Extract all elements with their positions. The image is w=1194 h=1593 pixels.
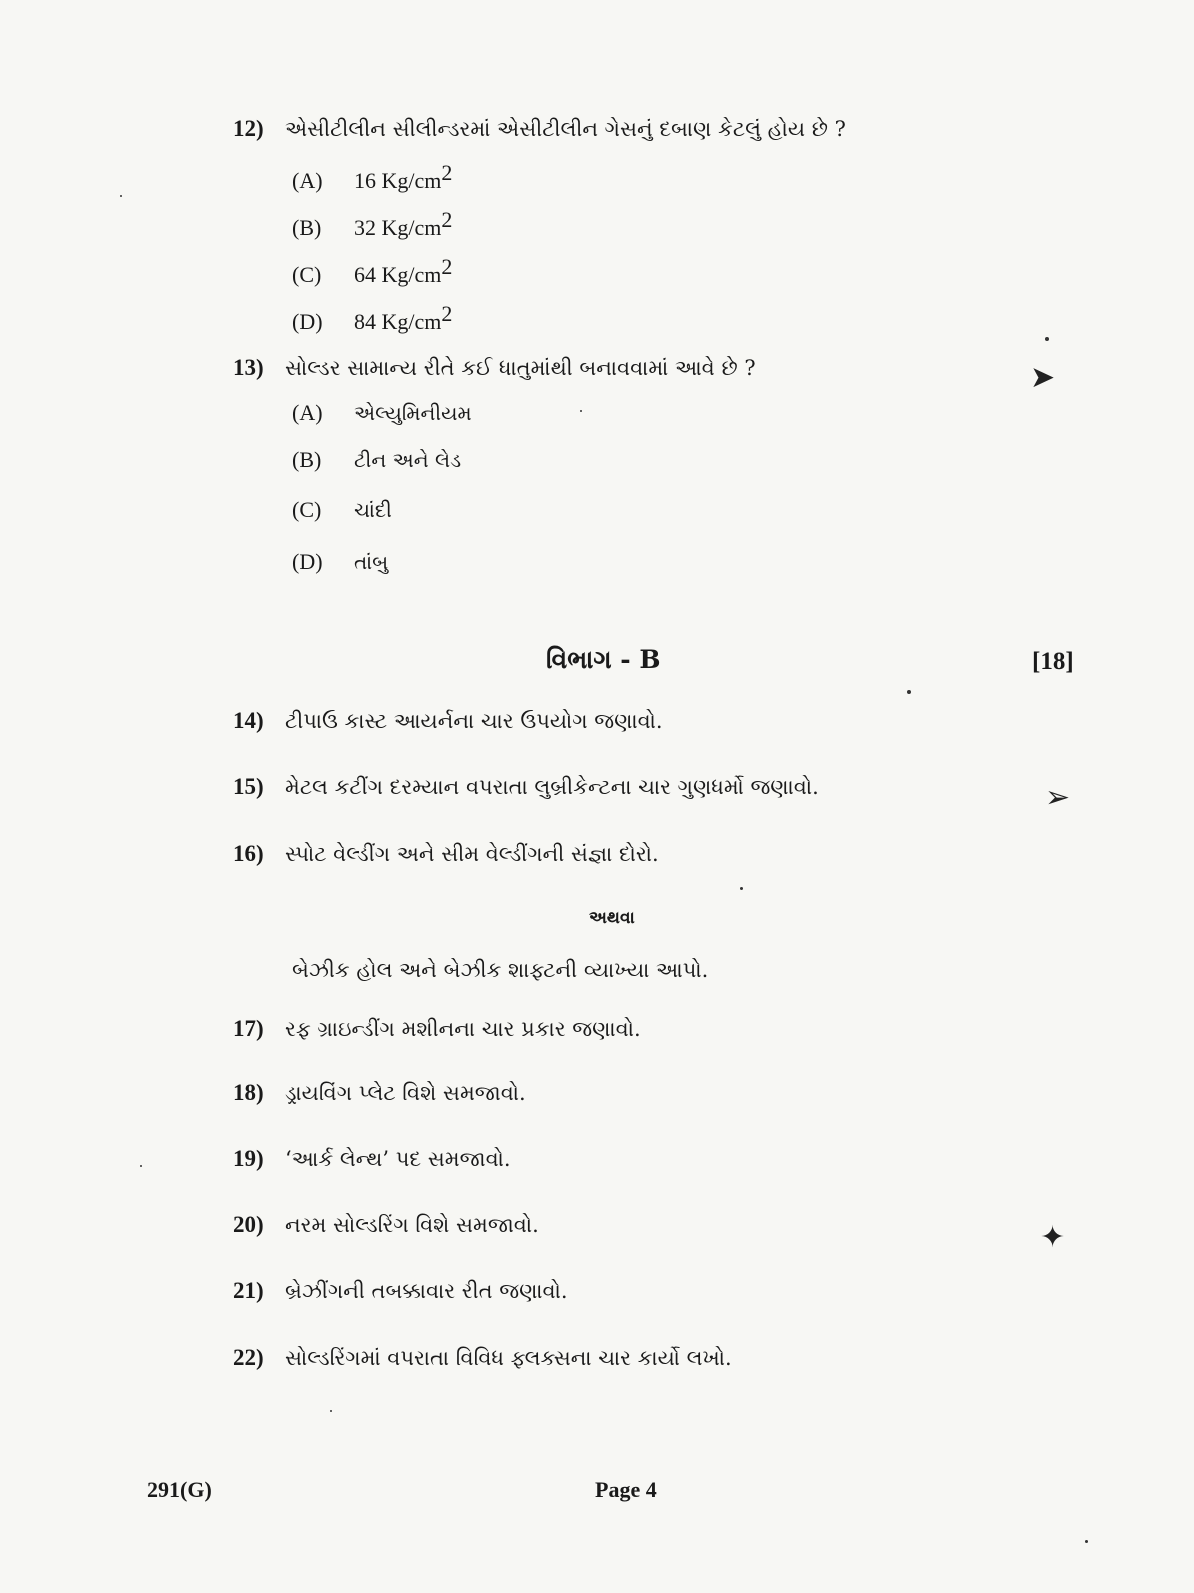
question-number: 17) bbox=[233, 1016, 264, 1041]
option-superscript: 2 bbox=[441, 301, 453, 326]
question-21 bbox=[233, 1278, 568, 1304]
footer-paper-code: 291(G) bbox=[147, 1477, 212, 1502]
question-number: 20) bbox=[233, 1212, 264, 1237]
option-superscript: 2 bbox=[441, 207, 453, 232]
question-13 bbox=[233, 355, 756, 381]
option-label: (B) bbox=[292, 215, 322, 240]
option-label: (C) bbox=[292, 262, 322, 287]
question-14 bbox=[233, 708, 663, 734]
option-value: 16 Kg/cm bbox=[354, 168, 442, 193]
question-12-option-d bbox=[292, 301, 452, 335]
question-13-option-a bbox=[292, 400, 472, 426]
question-18 bbox=[233, 1080, 526, 1106]
scan-mark-arrow: ➢ bbox=[1045, 780, 1071, 815]
question-number: 13) bbox=[233, 355, 264, 380]
question-17 bbox=[233, 1016, 641, 1042]
scan-mark-arrow: ➤ bbox=[1030, 360, 1056, 395]
option-superscript: 2 bbox=[441, 254, 453, 279]
question-12-option-c bbox=[292, 254, 452, 288]
scan-speck bbox=[1085, 1540, 1088, 1543]
question-text: ટીપાઉ કાસ્ટ આયર્નના ચાર ઉપયોગ જણાવો. bbox=[285, 709, 663, 733]
question-text: ડ્રાયવિંગ પ્લેટ વિશે સમજાવો. bbox=[285, 1081, 526, 1105]
question-number: 12) bbox=[233, 116, 264, 141]
option-label: (A) bbox=[292, 400, 323, 425]
option-value: 32 Kg/cm bbox=[354, 215, 442, 240]
option-label: (A) bbox=[292, 168, 323, 193]
question-text: સોલ્ડર સામાન્ય રીતે કઈ ધાતુમાંથી બનાવવામાં આવે છે ? bbox=[285, 356, 756, 380]
question-13-option-c bbox=[292, 497, 392, 523]
section-b-marks: [18] bbox=[1032, 648, 1074, 675]
option-value: 84 Kg/cm bbox=[354, 309, 442, 334]
section-b-title: વિભાગ - B bbox=[546, 645, 661, 674]
scan-speck bbox=[907, 690, 911, 694]
question-20 bbox=[233, 1212, 539, 1238]
question-number: 21) bbox=[233, 1278, 264, 1303]
question-16 bbox=[233, 841, 659, 867]
option-label: (D) bbox=[292, 549, 323, 574]
question-12 bbox=[233, 116, 846, 142]
or-label: અથવા bbox=[589, 908, 635, 928]
question-22 bbox=[233, 1345, 732, 1371]
question-number: 16) bbox=[233, 841, 264, 866]
scan-speck bbox=[330, 1410, 332, 1412]
option-value: તાંબુ bbox=[354, 550, 389, 574]
question-number: 19) bbox=[233, 1146, 264, 1171]
scan-speck bbox=[120, 195, 122, 197]
scan-speck bbox=[580, 410, 582, 412]
question-number: 18) bbox=[233, 1080, 264, 1105]
question-13-option-d bbox=[292, 549, 388, 575]
question-12-option-b bbox=[292, 207, 452, 241]
question-16-alternative: બેઝીક હોલ અને બેઝીક શાફ્ટની વ્યાખ્યા આપો. bbox=[292, 958, 709, 982]
option-value: એલ્યુમિનીયમ bbox=[354, 401, 472, 425]
question-number: 22) bbox=[233, 1345, 264, 1370]
scan-speck bbox=[740, 887, 743, 890]
question-number: 14) bbox=[233, 708, 264, 733]
question-text: મેટલ કટીંગ દરમ્યાન વપરાતા લુબ્રીકેન્ટના ચાર ગુણધર્મો જણાવો. bbox=[285, 775, 819, 799]
question-text: સોલ્ડરિંગમાં વપરાતા વિવિધ ફ્લક્સના ચાર કાર્યો લખો. bbox=[285, 1346, 732, 1370]
question-13-option-b bbox=[292, 447, 461, 473]
option-value: ટીન અને લેડ bbox=[354, 448, 462, 472]
question-text: ‘આર્ક લેન્થ’ પદ સમજાવો. bbox=[285, 1147, 511, 1171]
option-superscript: 2 bbox=[441, 160, 453, 185]
question-15 bbox=[233, 774, 819, 800]
question-text: સ્પોટ વેલ્ડીંગ અને સીમ વેલ્ડીંગની સંજ્ઞા દોરો. bbox=[285, 842, 659, 866]
scan-speck bbox=[140, 1165, 142, 1167]
question-text: બ્રેઝીંગની તબક્કાવાર રીત જણાવો. bbox=[285, 1279, 568, 1303]
option-label: (B) bbox=[292, 447, 322, 472]
question-19 bbox=[233, 1146, 511, 1172]
question-12-option-a bbox=[292, 160, 452, 194]
option-value: 64 Kg/cm bbox=[354, 262, 442, 287]
question-text: રફ ગ્રાઇન્ડીંગ મશીનના ચાર પ્રકાર જણાવો. bbox=[285, 1017, 641, 1041]
scan-mark-arrow: ✦ bbox=[1040, 1220, 1066, 1255]
option-label: (D) bbox=[292, 309, 323, 334]
footer-page-number: Page 4 bbox=[595, 1477, 657, 1502]
question-text: નરમ સોલ્ડરિંગ વિશે સમજાવો. bbox=[285, 1213, 539, 1237]
question-number: 15) bbox=[233, 774, 264, 799]
option-value: ચાંદી bbox=[354, 498, 392, 522]
question-text: એસીટીલીન સીલીન્ડરમાં એસીટીલીન ગેસનું દબાણ કેટલું હોય છે ? bbox=[285, 117, 846, 141]
scan-speck bbox=[1045, 337, 1049, 341]
option-label: (C) bbox=[292, 497, 322, 522]
